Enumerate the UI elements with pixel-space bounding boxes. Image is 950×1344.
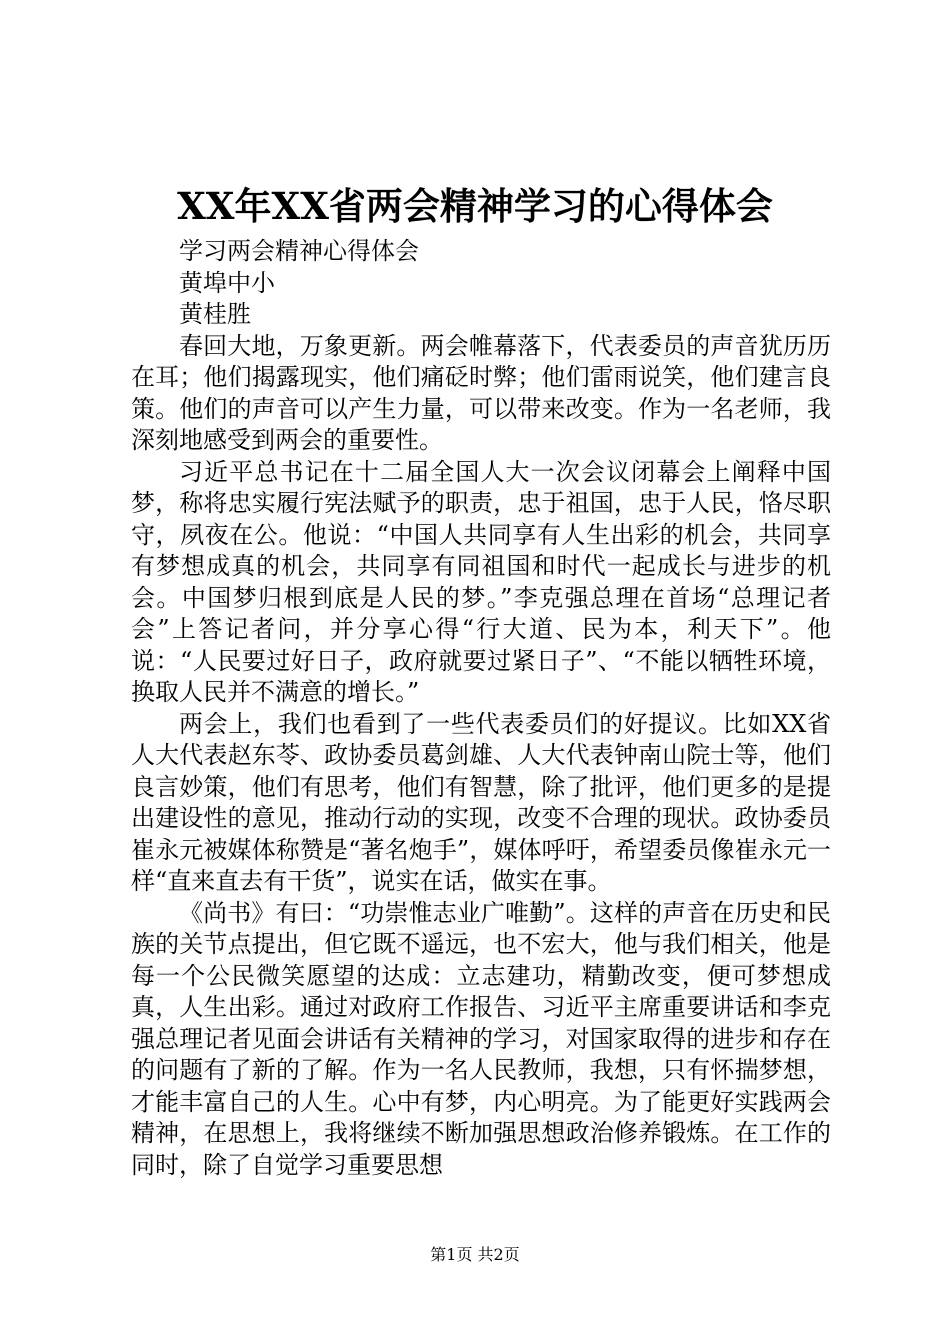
paragraph: 春回大地，万象更新。两会帷幕落下，代表委员的声音犹历历在耳；他们揭露现实，他们痛砭时弊；他们雷雨说笑，他们建言良策。他们的声音可以产生力量，可以带来改变。作为一名老师，我深刻地感受到两会的重要性。 — [131, 331, 831, 454]
header-line-school: 黄埠中小 — [179, 268, 275, 297]
paragraph: 《尚书》有曰：“功崇惟志业广唯勤”。这样的声音在历史和民族的关节点提出，但它既不遥远，也不宏大，他与我们相关，他是每一个公民微笑愿望的达成：立志建功，精勤改变，便可梦想成真，人生出彩。通过对政府工作报告、习近平主席重要讲话和李克强总理记者见面会讲话有关精神的学习，对国家取得的进步和存在的问题有了新的了解。作为一名人民教师，我想，只有怀揣梦想，才能丰富自己的人生。心中有梦，内心明亮。为了能更好实践两会精神，在思想上，我将继续不断加强思想政治修养锻炼。在工作的同时，除了自觉学习重要思想 — [131, 898, 831, 1179]
paragraph: 习近平总书记在十二届全国人大一次会议闭幕会上阐释中国梦，称将忠实履行宪法赋予的职责，忠于祖国，忠于人民，恪尽职守，夙夜在公。他说：“中国人共同享有人生出彩的机会，共同享有梦想成真的机会，共同享有同祖国和时代一起成长与进步的机会。中国梦归根到底是人民的梦。”李克强总理在首场“总理记者会”上答记者问，并分享心得“行大道、民为本，利天下”。他说：“人民要过好日子，政府就要过紧日子”、“不能以牺牲环境，换取人民并不满意的增长。” — [131, 457, 831, 706]
document-body — [131, 236, 831, 1181]
paragraph: 两会上，我们也看到了一些代表委员们的好提议。比如XX省人大代表赵东苓、政协委员葛剑雄、人大代表钟南山院士等，他们良言妙策，他们有思考，他们有智慧，除了批评，他们更多的是提出建设性的意见，推动行动的实现，改变不合理的现状。政协委员崔永元被媒体称赞是“著名炮手”，媒体呼吁，希望委员像崔永元一样“直来直去有干货”，说实在话，做实在事。 — [131, 709, 831, 895]
header-line-author: 黄桂胜 — [179, 300, 251, 328]
document-title: XX年XX省两会精神学习的心得体会 — [177, 184, 773, 228]
page-footer: 第1页 共2页 — [430, 1245, 520, 1264]
header-line-topic: 学习两会精神心得体会 — [179, 237, 419, 265]
